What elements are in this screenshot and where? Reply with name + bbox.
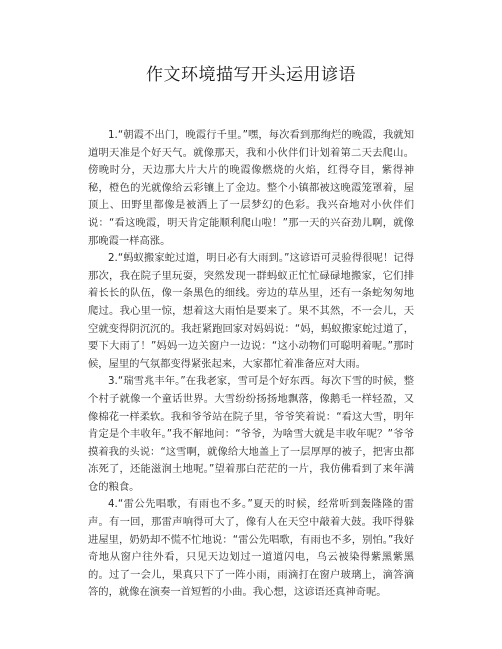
document-title: 作文环境描写开头运用谚语	[146, 65, 356, 85]
document-body	[88, 127, 414, 602]
paragraph-3: 3.“瑞雪兆丰年。”在我老家，雪可是个好东西。每次下雪的时候，整个村子就像一个童话世界。大雪纷纷扬扬地飘落，像鹅毛一样轻盈，又像棉花一样柔软。我和爷爷站在院子里，爷爷笑着说：“看这大雪，明年肯定是个丰收年。”我不解地问：“爷爷，为啥雪大就是丰收年呢？”爷爷摸着我的头说：“这雪啊，就像给大地盖上了一层厚厚的被子，把害虫都冻死了，还能滋润土地呢。”望着那白茫茫的一片，我仿佛看到了来年满仓的粮食。	[88, 375, 414, 493]
paragraph-4: 4.“雷公先唱歌，有雨也不多。”夏天的时候，经常听到轰隆隆的雷声。有一回，那雷声响得可大了，像有人在天空中敲着大鼓。我吓得躲进屋里，奶奶却不慌不忙地说：“雷公先唱歌，有雨也不多，别怕。”我好奇地从窗户往外看，只见天边划过一道道闪电，乌云被染得紫黑紫黑的。过了一会儿，果真只下了一阵小雨，雨滴打在窗户玻璃上，滴答滴答的，就像在演奏一首短暂的小曲。我心想，这谚语还真神奇呢。	[88, 498, 414, 599]
paragraph-2: 2.“蚂蚁搬家蛇过道，明日必有大雨到。”这谚语可灵验得很呢！记得那次，我在院子里玩耍，突然发现一群蚂蚁正忙忙碌碌地搬家，它们排着长长的队伍，像一条黑色的细线。旁边的草丛里，还有一条蛇匆匆地爬过。我心里一惊，想着这大雨怕是要来了。果不其然，不一会儿，天空就变得阴沉沉的。我赶紧跑回家对妈妈说：“妈，蚂蚁搬家蛇过道了，要下大雨了！”妈妈一边关窗户一边说：“这小动物们可聪明着呢。”那时候，屋里的气氛都变得紧张起来，大家都忙着准备应对大雨。	[88, 252, 414, 370]
paragraph-1: 1.“朝霞不出门，晚霞行千里。”嘿，每次看到那绚烂的晚霞，我就知道明天准是个好天气。就像那天，我和小伙伴们计划着第二天去爬山。傍晚时分，天边那大片大片的晚霞像燃烧的火焰，红得夺目，紫得神秘，橙色的光就像给云彩镶上了金边。整个小镇都被这晚霞笼罩着，屋顶上、田野里都像是被洒上了一层梦幻的色彩。我兴奋地对小伙伴们说：“看这晚霞，明天肯定能顺利爬山啦！”那一天的兴奋劲儿啊，就像那晚霞一样高涨。	[88, 129, 414, 247]
